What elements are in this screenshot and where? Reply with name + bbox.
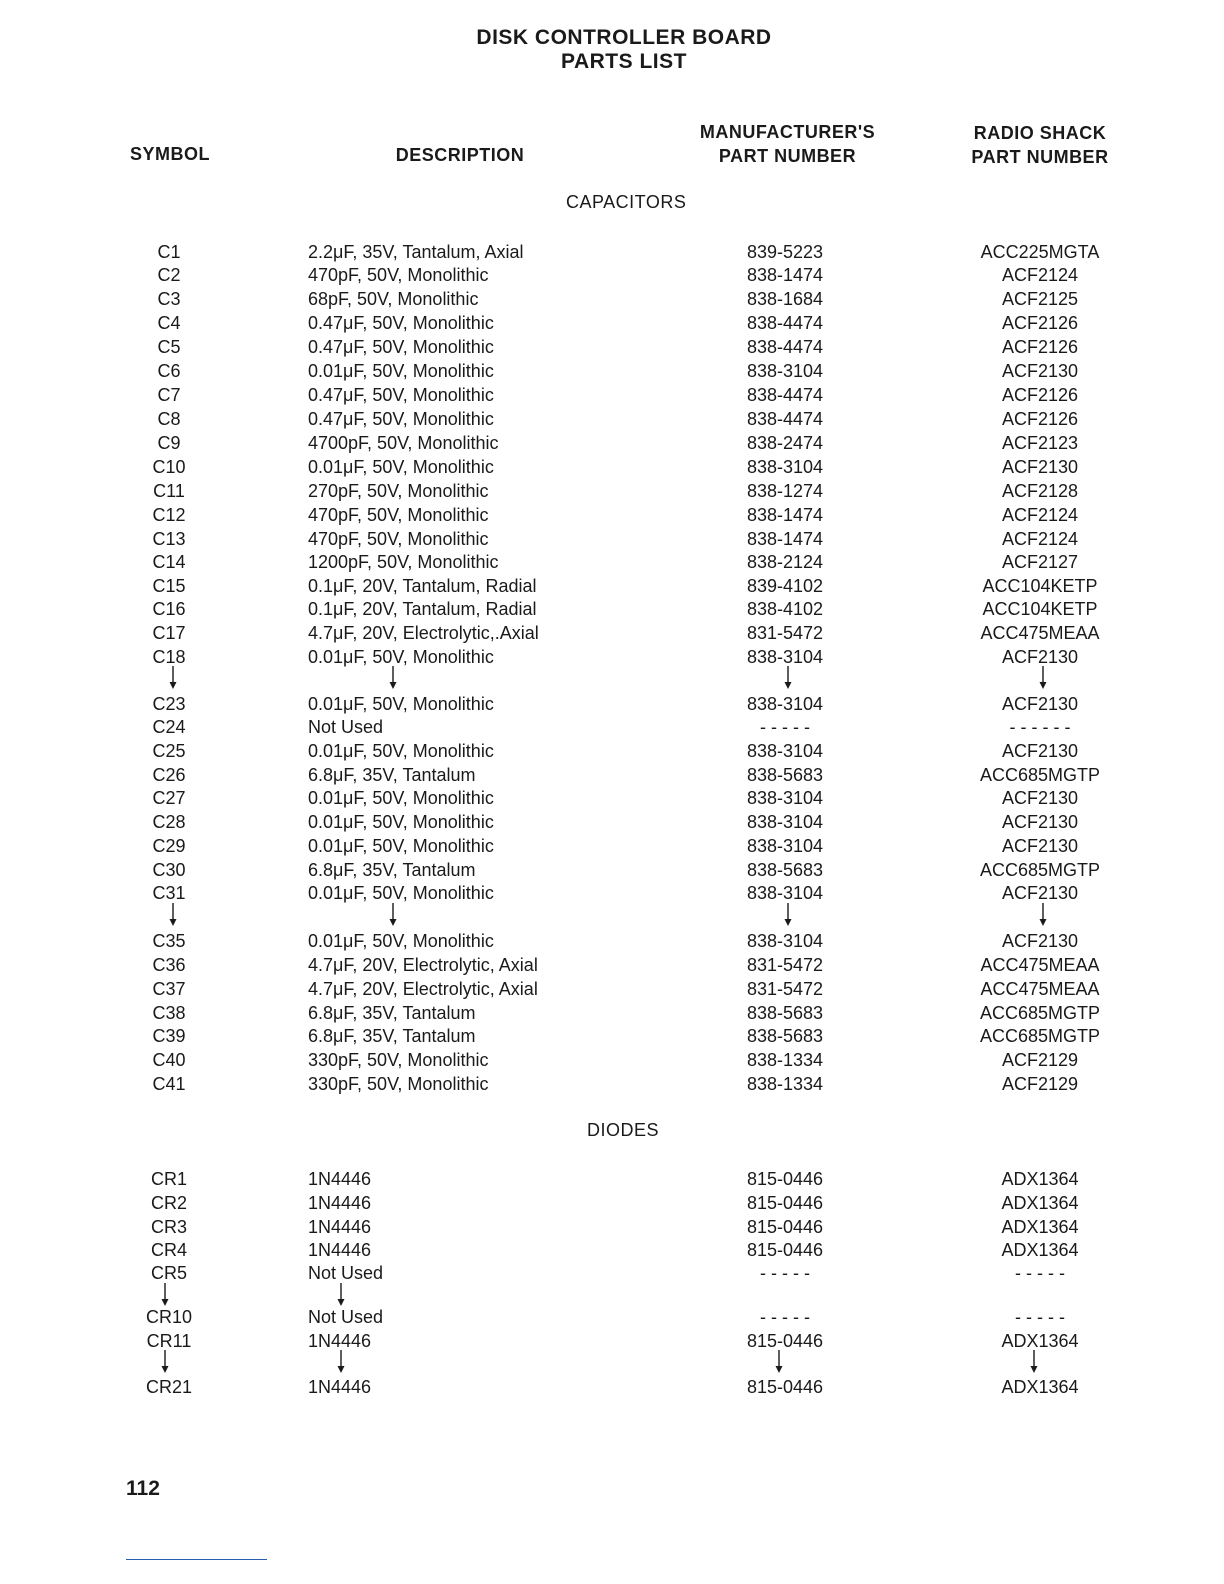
table-row <box>0 739 1224 763</box>
footer-rule <box>126 1559 267 1560</box>
table-row <box>0 1001 1224 1025</box>
down-arrow-icon <box>387 903 399 927</box>
mfr-part-number: 838-4474 <box>746 385 824 405</box>
mfr-part-number: 838-3104 <box>746 647 824 667</box>
radio-shack-part-number: - - - - - <box>1015 1307 1065 1327</box>
table-row <box>0 574 1224 598</box>
mfr-part-number: - - - - - <box>760 1307 810 1327</box>
down-arrow-icon <box>387 666 399 690</box>
down-arrow-icon <box>1037 903 1049 927</box>
radio-shack-part-number: ACC475MEAA <box>980 955 1100 975</box>
mfr-part-number: - - - - - <box>760 717 810 737</box>
table-row <box>0 1238 1224 1262</box>
part-description: 4.7μF, 20V, Electrolytic,.Axial <box>308 623 539 643</box>
radio-shack-part-number: ACF2130 <box>1001 647 1079 667</box>
part-symbol: C38 <box>152 1003 186 1023</box>
table-row <box>0 715 1224 739</box>
table-row <box>0 763 1224 787</box>
mfr-part-number: 838-3104 <box>746 931 824 951</box>
title-line-1: DISK CONTROLLER BOARD <box>476 26 772 49</box>
mfr-part-number: 838-2124 <box>746 552 824 572</box>
mfr-part-number: 839-5223 <box>746 242 824 262</box>
part-description: 0.47μF, 50V, Monolithic <box>308 409 494 429</box>
part-symbol: C30 <box>152 860 186 880</box>
mfr-part-number: 831-5472 <box>746 955 824 975</box>
radio-shack-part-number: ACF2125 <box>1001 289 1079 309</box>
part-symbol: C4 <box>157 313 181 333</box>
table-row <box>0 597 1224 621</box>
part-description: 0.47μF, 50V, Monolithic <box>308 313 494 333</box>
part-description: 0.01μF, 50V, Monolithic <box>308 694 494 714</box>
part-symbol: C37 <box>152 979 186 999</box>
mfr-part-number: 838-3104 <box>746 741 824 761</box>
radio-shack-part-number: ACF2126 <box>1001 385 1079 405</box>
radio-shack-part-number: ACF2126 <box>1001 409 1079 429</box>
table-row <box>0 1215 1224 1239</box>
radio-shack-part-number: ACF2130 <box>1001 812 1079 832</box>
mfr-part-number: 838-1334 <box>746 1074 824 1094</box>
part-symbol: C6 <box>157 361 181 381</box>
part-symbol: CR21 <box>145 1377 193 1397</box>
mfr-part-number: 838-3104 <box>746 788 824 808</box>
mfr-part-number: - - - - - <box>760 1263 810 1283</box>
radio-shack-part-number: ADX1364 <box>1001 1240 1079 1260</box>
part-description: 0.01μF, 50V, Monolithic <box>308 931 494 951</box>
mfr-part-number: 838-5683 <box>746 765 824 785</box>
part-description: 0.01μF, 50V, Monolithic <box>308 647 494 667</box>
table-row <box>0 1261 1224 1285</box>
part-symbol: C1 <box>157 242 181 262</box>
radio-shack-part-number: ACF2124 <box>1001 265 1079 285</box>
part-symbol: C9 <box>157 433 181 453</box>
part-description: 0.01μF, 50V, Monolithic <box>308 812 494 832</box>
radio-shack-part-number: ACF2123 <box>1001 433 1079 453</box>
part-symbol: C36 <box>152 955 186 975</box>
part-symbol: C8 <box>157 409 181 429</box>
table-row <box>0 1375 1224 1399</box>
mfr-part-number: 838-1474 <box>746 505 824 525</box>
radio-shack-part-number: ACF2129 <box>1001 1050 1079 1070</box>
header-rs-line-1: RADIO SHACK <box>973 123 1107 143</box>
table-row <box>0 786 1224 810</box>
radio-shack-part-number: ACF2130 <box>1001 788 1079 808</box>
part-symbol: CR1 <box>150 1169 187 1189</box>
part-description: 1N4446 <box>308 1169 372 1189</box>
header-mfr <box>680 120 895 168</box>
down-arrow-icon <box>159 1283 171 1307</box>
table-row <box>0 834 1224 858</box>
radio-shack-part-number: ACF2129 <box>1001 1074 1079 1094</box>
part-symbol: C24 <box>152 717 186 737</box>
mfr-part-number: 838-1474 <box>746 529 824 549</box>
mfr-part-number: 815-0446 <box>746 1169 824 1189</box>
table-row <box>0 881 1224 905</box>
header-radio-shack <box>940 121 1140 169</box>
part-symbol: C25 <box>152 741 186 761</box>
table-row <box>0 953 1224 977</box>
radio-shack-part-number: ACF2126 <box>1001 313 1079 333</box>
part-symbol: C2 <box>157 265 181 285</box>
down-arrow-icon <box>159 1350 171 1374</box>
down-arrow-icon <box>167 666 179 690</box>
mfr-part-number: 838-3104 <box>746 883 824 903</box>
table-row <box>0 359 1224 383</box>
part-description: 4.7μF, 20V, Electrolytic, Axial <box>308 979 538 999</box>
part-symbol: C40 <box>152 1050 186 1070</box>
mfr-part-number: 815-0446 <box>746 1331 824 1351</box>
mfr-part-number: 838-1334 <box>746 1050 824 1070</box>
part-description: 2.2μF, 35V, Tantalum, Axial <box>308 242 524 262</box>
table-row <box>0 1048 1224 1072</box>
part-symbol: CR4 <box>150 1240 187 1260</box>
part-description: Not Used <box>308 1263 384 1283</box>
table-row <box>0 455 1224 479</box>
mfr-part-number: 815-0446 <box>746 1217 824 1237</box>
mfr-part-number: 838-5683 <box>746 1026 824 1046</box>
part-description: 1N4446 <box>308 1193 372 1213</box>
part-symbol: C10 <box>152 457 186 477</box>
mfr-part-number: 838-1274 <box>746 481 824 501</box>
radio-shack-part-number: - - - - - - <box>1009 717 1071 737</box>
part-description: 0.01μF, 50V, Monolithic <box>308 836 494 856</box>
part-description: 0.47μF, 50V, Monolithic <box>308 385 494 405</box>
table-row <box>0 479 1224 503</box>
table-row <box>0 550 1224 574</box>
part-symbol: C15 <box>152 576 186 596</box>
part-description: 0.01μF, 50V, Monolithic <box>308 883 494 903</box>
part-description: 0.01μF, 50V, Monolithic <box>308 788 494 808</box>
part-symbol: CR10 <box>145 1307 193 1327</box>
table-row <box>0 1329 1224 1353</box>
radio-shack-part-number: ADX1364 <box>1001 1217 1079 1237</box>
part-symbol: C28 <box>152 812 186 832</box>
mfr-part-number: 838-4474 <box>746 337 824 357</box>
down-arrow-icon <box>782 666 794 690</box>
table-row <box>0 1167 1224 1191</box>
part-symbol: C26 <box>152 765 186 785</box>
table-row <box>0 1072 1224 1096</box>
part-description: 0.1μF, 20V, Tantalum, Radial <box>308 576 537 596</box>
header-mfr-line-1: MANUFACTURER'S <box>699 122 876 142</box>
down-arrow-icon <box>167 903 179 927</box>
down-arrow-icon <box>335 1350 347 1374</box>
part-symbol: C35 <box>152 931 186 951</box>
part-description: 1N4446 <box>308 1240 372 1260</box>
mfr-part-number: 838-4474 <box>746 313 824 333</box>
radio-shack-part-number: ACC685MGTP <box>979 765 1101 785</box>
mfr-part-number: 831-5472 <box>746 979 824 999</box>
mfr-part-number: 838-3104 <box>746 457 824 477</box>
part-symbol: C31 <box>152 883 186 903</box>
part-symbol: C18 <box>152 647 186 667</box>
table-row <box>0 503 1224 527</box>
part-description: 6.8μF, 35V, Tantalum <box>308 860 476 880</box>
part-description: 1N4446 <box>308 1377 372 1397</box>
part-description: Not Used <box>308 717 384 737</box>
mfr-part-number: 838-5683 <box>746 860 824 880</box>
part-symbol: CR2 <box>150 1193 187 1213</box>
radio-shack-part-number: ACF2126 <box>1001 337 1079 357</box>
part-description: 330pF, 50V, Monolithic <box>308 1074 489 1094</box>
mfr-part-number: 815-0446 <box>746 1377 824 1397</box>
part-symbol: C12 <box>152 505 186 525</box>
part-symbol: CR11 <box>146 1331 192 1351</box>
down-arrow-icon <box>335 1283 347 1307</box>
radio-shack-part-number: ADX1364 <box>1001 1193 1079 1213</box>
mfr-part-number: 838-1684 <box>746 289 824 309</box>
mfr-part-number: 838-3104 <box>746 812 824 832</box>
radio-shack-part-number: ACC685MGTP <box>979 1026 1101 1046</box>
part-description: 1200pF, 50V, Monolithic <box>308 552 499 572</box>
part-symbol: C27 <box>152 788 186 808</box>
table-row <box>0 810 1224 834</box>
radio-shack-part-number: ACF2130 <box>1001 457 1079 477</box>
table-row <box>0 621 1224 645</box>
table-row <box>0 1024 1224 1048</box>
table-row <box>0 929 1224 953</box>
part-symbol: C13 <box>152 529 186 549</box>
part-description: 0.47μF, 50V, Monolithic <box>308 337 494 357</box>
radio-shack-part-number: ACC685MGTP <box>979 1003 1101 1023</box>
part-symbol: CR3 <box>150 1217 187 1237</box>
radio-shack-part-number: ACF2130 <box>1001 931 1079 951</box>
part-symbol: C7 <box>157 385 181 405</box>
radio-shack-part-number: ACC685MGTP <box>979 860 1101 880</box>
radio-shack-part-number: ACF2124 <box>1001 505 1079 525</box>
mfr-part-number: 815-0446 <box>746 1193 824 1213</box>
radio-shack-part-number: ACF2130 <box>1001 361 1079 381</box>
header-rs-line-2: PART NUMBER <box>971 147 1109 167</box>
table-row <box>0 263 1224 287</box>
part-symbol: C14 <box>152 552 186 572</box>
mfr-part-number: 838-2474 <box>746 433 824 453</box>
part-description: Not Used <box>308 1307 384 1327</box>
part-description: 270pF, 50V, Monolithic <box>308 481 489 501</box>
part-symbol: C11 <box>153 481 185 501</box>
part-description: 470pF, 50V, Monolithic <box>308 529 489 549</box>
radio-shack-part-number: ACF2127 <box>1001 552 1079 572</box>
part-description: 1N4446 <box>308 1217 372 1237</box>
part-description: 0.1μF, 20V, Tantalum, Radial <box>308 599 537 619</box>
mfr-part-number: 838-4474 <box>746 409 824 429</box>
part-symbol: C17 <box>152 623 186 643</box>
header-description: DESCRIPTION <box>395 145 525 165</box>
mfr-part-number: 838-3104 <box>746 836 824 856</box>
table-row <box>0 977 1224 1001</box>
part-description: 0.01μF, 50V, Monolithic <box>308 741 494 761</box>
part-description: 6.8μF, 35V, Tantalum <box>308 1003 476 1023</box>
header-symbol: SYMBOL <box>129 144 210 164</box>
part-symbol: C41 <box>152 1074 186 1094</box>
table-row <box>0 692 1224 716</box>
radio-shack-part-number: ACC104KETP <box>982 576 1098 596</box>
section-diodes: DIODES <box>587 1120 660 1140</box>
down-arrow-icon <box>773 1350 785 1374</box>
radio-shack-part-number: ADX1364 <box>1001 1377 1079 1397</box>
mfr-part-number: 838-3104 <box>746 694 824 714</box>
radio-shack-part-number: - - - - - <box>1015 1263 1065 1283</box>
table-row <box>0 383 1224 407</box>
radio-shack-part-number: ADX1364 <box>1001 1331 1079 1351</box>
radio-shack-part-number: ACC225MGTA <box>980 242 1100 262</box>
table-row <box>0 1191 1224 1215</box>
mfr-part-number: 838-1474 <box>746 265 824 285</box>
mfr-part-number: 838-5683 <box>746 1003 824 1023</box>
radio-shack-part-number: ACC475MEAA <box>980 979 1100 999</box>
part-symbol: C39 <box>152 1026 186 1046</box>
table-row <box>0 1305 1224 1329</box>
radio-shack-part-number: ACF2124 <box>1001 529 1079 549</box>
header-mfr-line-2: PART NUMBER <box>718 146 857 166</box>
part-description: 0.01μF, 50V, Monolithic <box>308 457 494 477</box>
part-description: 1N4446 <box>308 1331 372 1351</box>
part-description: 4700pF, 50V, Monolithic <box>308 433 499 453</box>
mfr-part-number: 815-0446 <box>746 1240 824 1260</box>
table-row <box>0 287 1224 311</box>
down-arrow-icon <box>1028 1350 1040 1374</box>
radio-shack-part-number: ACF2130 <box>1001 741 1079 761</box>
radio-shack-part-number: ACF2130 <box>1001 836 1079 856</box>
part-description: 330pF, 50V, Monolithic <box>308 1050 489 1070</box>
table-row <box>0 407 1224 431</box>
radio-shack-part-number: ACF2128 <box>1001 481 1079 501</box>
part-symbol: C3 <box>157 289 181 309</box>
table-row <box>0 858 1224 882</box>
radio-shack-part-number: ACC475MEAA <box>980 623 1100 643</box>
part-symbol: C5 <box>157 337 181 357</box>
table-row <box>0 311 1224 335</box>
down-arrow-icon <box>1037 666 1049 690</box>
mfr-part-number: 831-5472 <box>746 623 824 643</box>
radio-shack-part-number: ACF2130 <box>1001 694 1079 714</box>
mfr-part-number: 839-4102 <box>746 576 824 596</box>
part-description: 6.8μF, 35V, Tantalum <box>308 765 476 785</box>
section-capacitors: CAPACITORS <box>566 192 687 212</box>
part-symbol: C16 <box>152 599 186 619</box>
part-description: 0.01μF, 50V, Monolithic <box>308 361 494 381</box>
radio-shack-part-number: ACC104KETP <box>982 599 1098 619</box>
part-symbol: C23 <box>152 694 186 714</box>
down-arrow-icon <box>782 903 794 927</box>
table-row <box>0 431 1224 455</box>
part-description: 6.8μF, 35V, Tantalum <box>308 1026 476 1046</box>
table-row <box>0 527 1224 551</box>
table-row <box>0 240 1224 264</box>
part-symbol: CR5 <box>150 1263 187 1283</box>
mfr-part-number: 838-3104 <box>746 361 824 381</box>
radio-shack-part-number: ADX1364 <box>1001 1169 1079 1189</box>
part-description: 4.7μF, 20V, Electrolytic, Axial <box>308 955 538 975</box>
title-line-2: PARTS LIST <box>561 50 687 73</box>
part-description: 68pF, 50V, Monolithic <box>308 289 479 309</box>
part-description: 470pF, 50V, Monolithic <box>308 265 489 285</box>
part-description: 470pF, 50V, Monolithic <box>308 505 489 525</box>
radio-shack-part-number: ACF2130 <box>1001 883 1079 903</box>
mfr-part-number: 838-4102 <box>746 599 824 619</box>
part-symbol: C29 <box>152 836 186 856</box>
page-number: 112 <box>126 1477 160 1500</box>
table-row <box>0 335 1224 359</box>
